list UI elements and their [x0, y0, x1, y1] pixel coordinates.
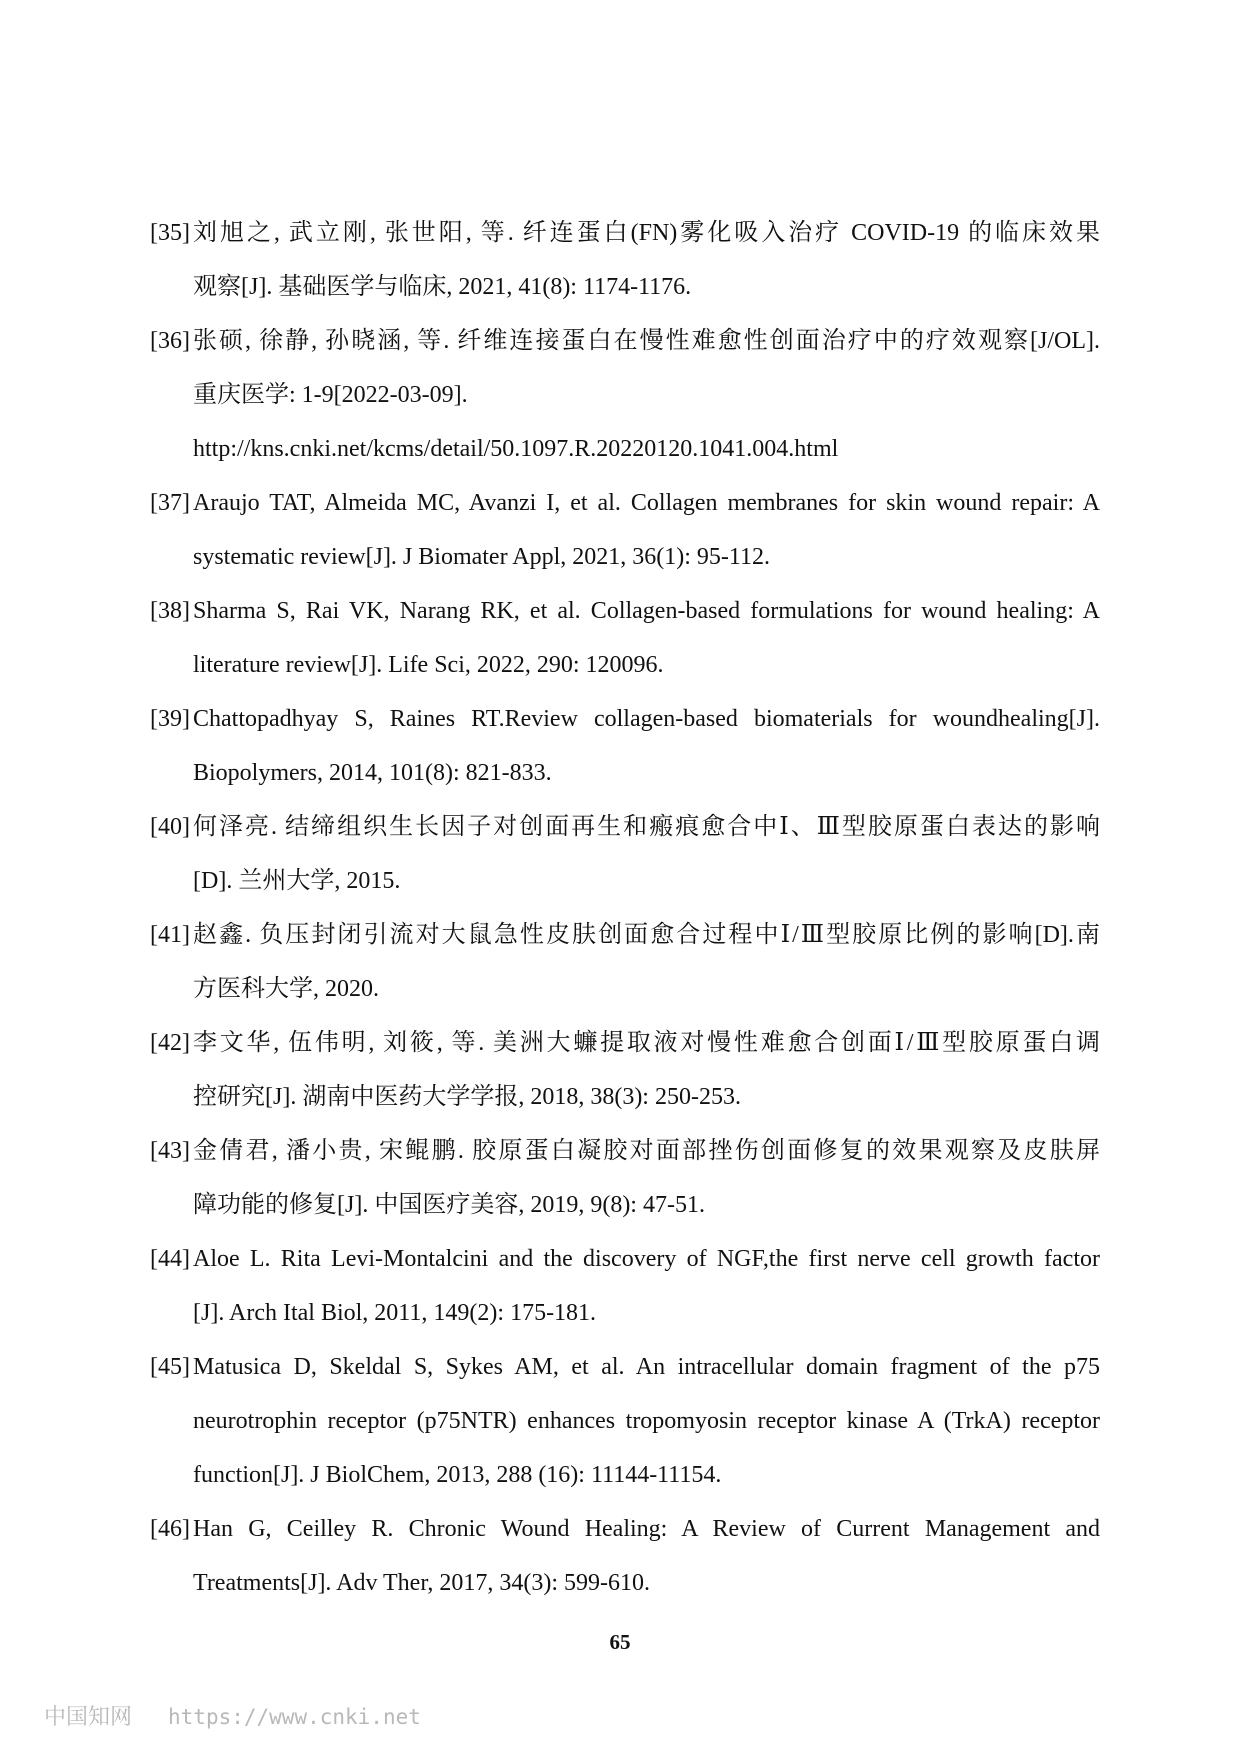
reference-line: 观察[J]. 基础医学与临床, 2021, 41(8): 1174-1176.	[193, 274, 692, 300]
reference-number: [46]	[150, 1516, 190, 1542]
reference-line: 赵鑫. 负压封闭引流对大鼠急性皮肤创面愈合过程中Ⅰ/Ⅲ型胶原比例的影响[D].南	[193, 922, 1100, 948]
reference-text	[193, 314, 1100, 476]
reference-number: [44]	[150, 1246, 190, 1272]
reference-text	[193, 1232, 1100, 1340]
reference-text	[193, 800, 1100, 908]
reference-line: 重庆医学: 1-9[2022-03-09].	[193, 382, 468, 408]
reference-line: 刘旭之, 武立刚, 张世阳, 等. 纤连蛋白(FN)雾化吸入治疗 COVID-19 的临床效果	[193, 220, 1100, 246]
reference-text	[193, 1016, 1100, 1124]
reference-line: 张硕, 徐静, 孙晓涵, 等. 纤维连接蛋白在慢性难愈性创面治疗中的疗效观察[J/OL].	[193, 328, 1100, 354]
reference-line: 方医科大学, 2020.	[193, 976, 379, 1002]
reference-entry	[150, 908, 1100, 1016]
reference-line: Treatments[J]. Adv Ther, 2017, 34(3): 599-610.	[193, 1570, 650, 1596]
reference-text	[193, 1340, 1100, 1502]
reference-number: [40]	[150, 814, 190, 840]
reference-line: neurotrophin receptor (p75NTR) enhances tropomyosin receptor kinase A (TrkA) receptor	[193, 1408, 1100, 1434]
reference-entry	[150, 692, 1100, 800]
reference-line: 金倩君, 潘小贵, 宋鲲鹏. 胶原蛋白凝胶对面部挫伤创面修复的效果观察及皮肤屏	[193, 1138, 1100, 1164]
reference-line: 障功能的修复[J]. 中国医疗美容, 2019, 9(8): 47-51.	[193, 1192, 705, 1218]
reference-line: Sharma S, Rai VK, Narang RK, et al. Collagen-based formulations for wound healing: A	[193, 598, 1100, 624]
reference-line: 何泽亮. 结缔组织生长因子对创面再生和瘢痕愈合中Ⅰ、Ⅲ型胶原蛋白表达的影响	[193, 814, 1100, 840]
reference-entry	[150, 1124, 1100, 1232]
reference-line: Matusica D, Skeldal S, Sykes AM, et al. An intracellular domain fragment of the p75	[193, 1354, 1100, 1380]
watermark-brand: 中国知网	[44, 1705, 133, 1730]
reference-text	[193, 476, 1100, 584]
reference-number: [38]	[150, 598, 190, 624]
reference-entry	[150, 206, 1100, 314]
reference-line: 李文华, 伍伟明, 刘筱, 等. 美洲大蠊提取液对慢性难愈合创面Ⅰ/Ⅲ型胶原蛋白调	[193, 1030, 1100, 1056]
reference-entry	[150, 1016, 1100, 1124]
reference-number: [37]	[150, 490, 190, 516]
reference-entry	[150, 584, 1100, 692]
reference-line: [J]. Arch Ital Biol, 2011, 149(2): 175-181.	[193, 1300, 597, 1326]
reference-entry	[150, 1502, 1100, 1610]
reference-entry	[150, 800, 1100, 908]
reference-entry	[150, 314, 1100, 476]
reference-entry	[150, 476, 1100, 584]
reference-number: [39]	[150, 706, 190, 732]
page-number: 65	[609, 1630, 631, 1654]
reference-entry	[150, 1340, 1100, 1502]
reference-entry	[150, 1232, 1100, 1340]
reference-url[interactable]: http://kns.cnki.net/kcms/detail/50.1097.R.20220120.1041.004.html	[193, 436, 839, 462]
reference-number: [41]	[150, 922, 190, 948]
reference-line: function[J]. J BiolChem, 2013, 288 (16): 11144-11154.	[193, 1462, 722, 1488]
reference-line: Chattopadhyay S, Raines RT.Review collagen-based biomaterials for woundhealing[J].	[193, 706, 1100, 732]
reference-line: Araujo TAT, Almeida MC, Avanzi I, et al. Collagen membranes for skin wound repair: A	[193, 490, 1100, 516]
reference-text	[193, 1502, 1100, 1610]
reference-number: [36]	[150, 328, 190, 354]
reference-line: Biopolymers, 2014, 101(8): 821-833.	[193, 760, 552, 786]
reference-list	[150, 206, 1100, 1610]
reference-line: 控研究[J]. 湖南中医药大学学报, 2018, 38(3): 250-253.	[193, 1084, 741, 1110]
watermark	[44, 1700, 421, 1731]
reference-line: Aloe L. Rita Levi-Montalcini and the discovery of NGF,the first nerve cell growth factor	[193, 1246, 1100, 1272]
watermark-site: https://www.cnki.net	[168, 1705, 421, 1729]
reference-text	[193, 584, 1100, 692]
reference-line: systematic review[J]. J Biomater Appl, 2021, 36(1): 95-112.	[193, 544, 771, 570]
reference-number: [43]	[150, 1138, 190, 1164]
reference-number: [35]	[150, 220, 190, 246]
reference-number: [42]	[150, 1030, 190, 1056]
reference-number: [45]	[150, 1354, 190, 1380]
reference-line: Han G, Ceilley R. Chronic Wound Healing: A Review of Current Management and	[193, 1516, 1100, 1542]
reference-line: literature review[J]. Life Sci, 2022, 290: 120096.	[193, 652, 664, 678]
reference-text	[193, 1124, 1100, 1232]
reference-text	[193, 206, 1100, 314]
reference-text	[193, 692, 1100, 800]
reference-text	[193, 908, 1100, 1016]
reference-line: [D]. 兰州大学, 2015.	[193, 868, 401, 894]
